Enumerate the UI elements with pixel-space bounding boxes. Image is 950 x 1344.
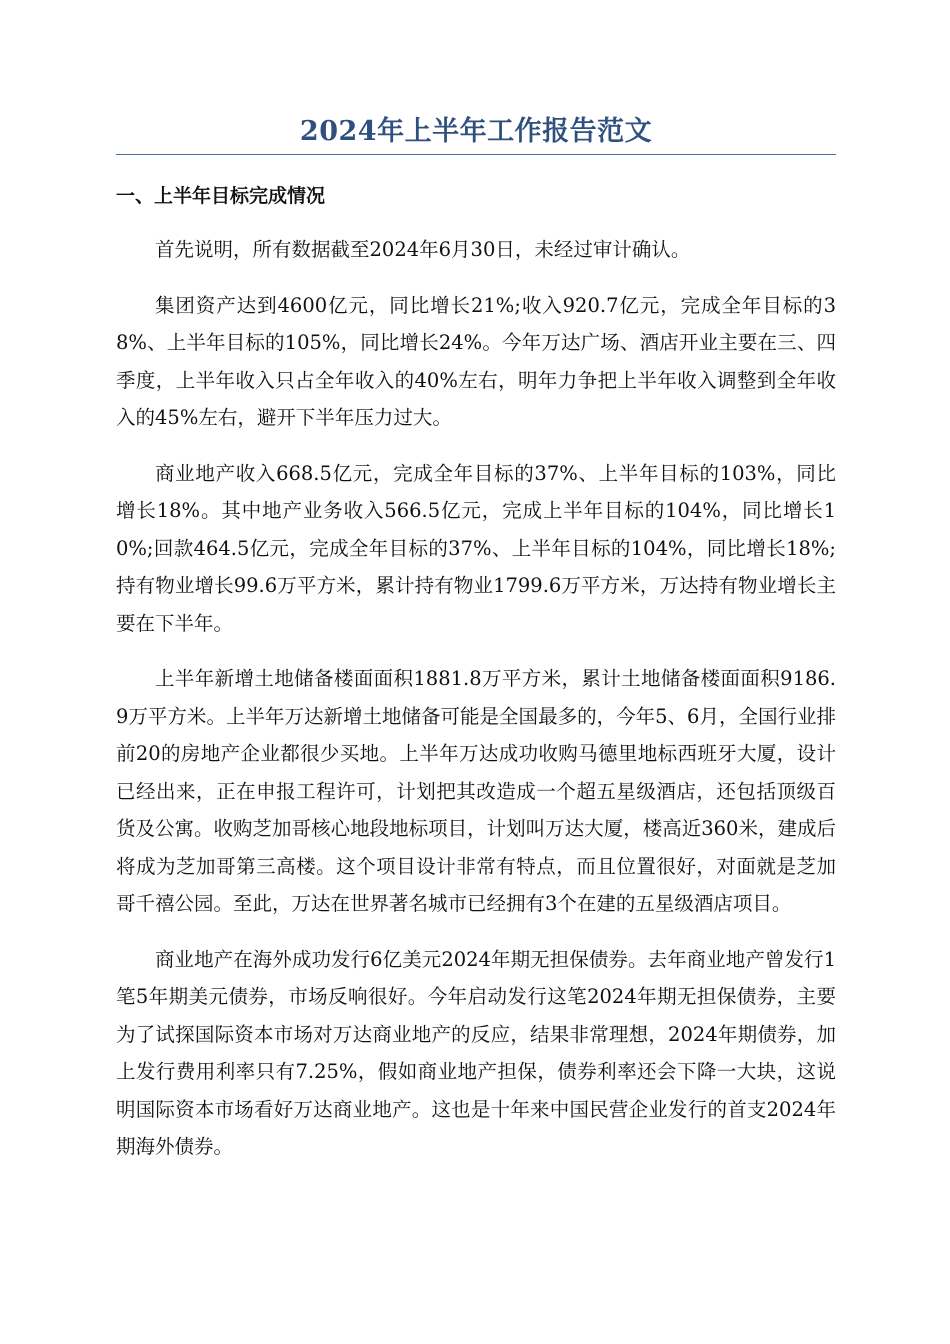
paragraph-2: 集团资产达到4600亿元，同比增长21%;收入920.7亿元，完成全年目标的38%、上半年目标的105%，同比增长24%。今年万达广场、酒店开业主要在三、四季度，上半年收入只占全年收入的40%左右，明年力争把上半年收入调整到全年收入的45%左右，避开下半年压力过大。 <box>116 293 836 429</box>
paragraph-3: 商业地产收入668.5亿元，完成全年目标的37%、上半年目标的103%，同比增长18%。其中地产业务收入566.5亿元，完成上半年目标的104%，同比增长10%;回款464.5亿元，完成全年目标的37%、上半年目标的104%，同比增长18%;持有物业增长99.6万平方米，累计持有物业1799.6万平方米，万达持有物业增长主要在下半年。 <box>116 461 836 635</box>
title-underline <box>116 154 836 155</box>
section-heading: 一、上半年目标完成情况 <box>116 185 326 207</box>
paragraph-5: 商业地产在海外成功发行6亿美元2024年期无担保债券。去年商业地产曾发行1笔5年期美元债券，市场反响很好。今年启动发行这笔2024年期无担保债券，主要为了试探国际资本市场对万达商业地产的反应，结果非常理想，2024年期债券，加上发行费用利率只有7.25%，假如商业地产担保，债券利率还会下降一大块，这说明国际资本市场看好万达商业地产。这也是十年来中国民营企业发行的首支2024年期海外债券。 <box>116 947 836 1158</box>
paragraph-1: 首先说明，所有数据截至2024年6月30日，未经过审计确认。 <box>155 238 691 261</box>
document-page <box>116 112 836 1166</box>
paragraph-4: 上半年新增土地储备楼面面积1881.8万平方米，累计土地储备楼面面积9186.9万平方米。上半年万达新增土地储备可能是全国最多的，今年5、6月，全国行业排前20的房地产企业都很少买地。上半年万达成功收购马德里地标西班牙大厦，设计已经出来，正在申报工程许可，计划把其改造成一个超五星级酒店，还包括顶级百货及公寓。收购芝加哥核心地段地标项目，计划叫万达大厦，楼高近360米，建成后将成为芝加哥第三高楼。这个项目设计非常有特点，而且位置很好，对面就是芝加哥千禧公园。至此，万达在世界著名城市已经拥有3个在建的五星级酒店项目。 <box>116 667 836 915</box>
document-title: 2024年上半年工作报告范文 <box>299 116 653 147</box>
